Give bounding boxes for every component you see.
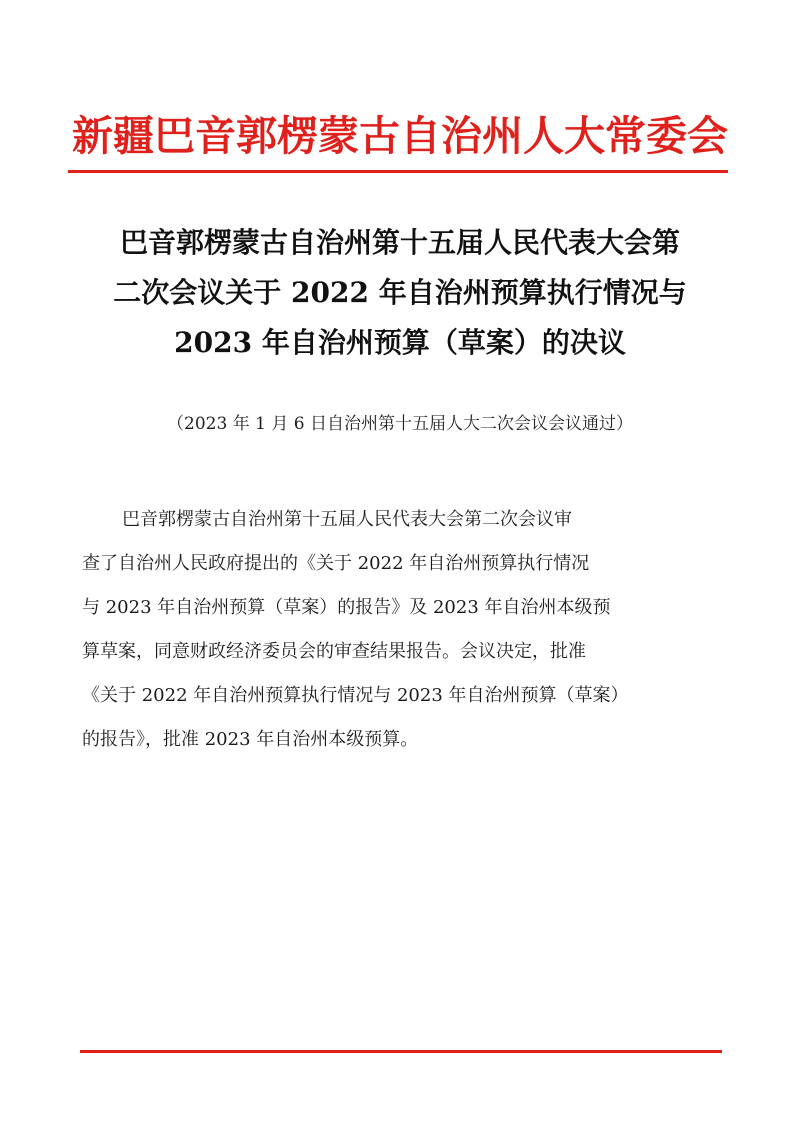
masthead-title: 新疆巴音郭楞蒙古自治州人大常委会 bbox=[72, 112, 728, 160]
document-title-line-3: 2023 年自治州预算（草案）的决议 bbox=[174, 326, 626, 359]
body-line-3: 与 2023 年自治州预算（草案）的报告》及 2023 年自治州本级预 bbox=[82, 597, 611, 618]
document-title bbox=[60, 218, 740, 368]
document-body bbox=[82, 498, 702, 762]
document-subtitle: （2023 年 1 月 6 日自治州第十五届人大二次会议会议通过） bbox=[167, 414, 633, 434]
masthead-red-rule bbox=[68, 170, 728, 173]
body-line-1: 巴音郭楞蒙古自治州第十五届人民代表大会第二次会议审 bbox=[122, 509, 572, 530]
footer-red-rule bbox=[80, 1050, 722, 1053]
body-line-6: 的报告》，批准 2023 年自治州本级预算。 bbox=[82, 729, 419, 750]
document-title-line-1: 巴音郭楞蒙古自治州第十五届人民代表大会第 bbox=[119, 226, 680, 259]
body-line-2: 查了自治州人民政府提出的《关于 2022 年自治州预算执行情况 bbox=[82, 553, 590, 574]
body-line-4: 算草案，同意财政经济委员会的审查结果报告。会议决定，批准 bbox=[82, 641, 586, 662]
body-line-5: 《关于 2022 年自治州预算执行情况与 2023 年自治州预算（草案） bbox=[82, 685, 629, 706]
document-title-line-2: 二次会议关于 2022 年自治州预算执行情况与 bbox=[113, 276, 687, 309]
